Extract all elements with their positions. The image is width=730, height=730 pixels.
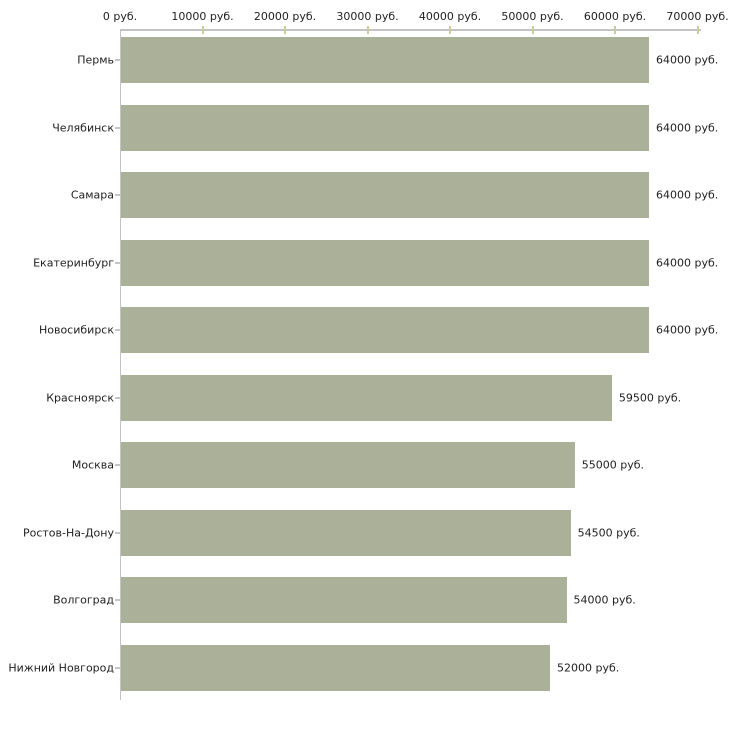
- x-axis-tick-mark: [202, 26, 204, 34]
- value-label: 59500 руб.: [618, 391, 682, 404]
- bar: [121, 37, 649, 83]
- category-tick-mark: [115, 194, 120, 196]
- value-label: 52000 руб.: [557, 661, 620, 674]
- bar: [121, 510, 571, 556]
- x-axis-tick-label: 20000 руб.: [253, 10, 317, 23]
- bar: [121, 375, 612, 421]
- x-axis-tick-label: 70000 руб.: [666, 10, 729, 23]
- category-label: Пермь: [77, 53, 114, 67]
- value-label: 64000 руб.: [656, 121, 719, 134]
- category-tick-mark: [115, 599, 120, 601]
- category-label: Нижний Новгород: [8, 661, 114, 674]
- value-label: 64000 руб.: [656, 323, 719, 337]
- x-axis-tick-label: 10000 руб.: [171, 10, 234, 23]
- value-label: 54500 руб.: [577, 526, 640, 539]
- category-label: Ростов-На-Дону: [22, 526, 114, 539]
- value-label: 55000 руб.: [581, 458, 645, 472]
- value-label: 54000 руб.: [573, 593, 636, 607]
- category-label: Екатеринбург: [33, 256, 114, 269]
- bar: [121, 442, 575, 488]
- x-axis-tick-mark: [449, 26, 451, 34]
- category-label: Самара: [70, 188, 114, 202]
- category-tick-mark: [115, 127, 120, 129]
- category-label: Челябинск: [52, 121, 114, 134]
- bar: [121, 240, 649, 286]
- category-tick-mark: [115, 532, 120, 534]
- category-label: Волгоград: [53, 593, 114, 607]
- bar: [121, 307, 649, 353]
- value-label: 64000 руб.: [656, 53, 719, 67]
- x-axis-tick-label: 50000 руб.: [501, 10, 564, 23]
- value-label: 64000 руб.: [656, 256, 719, 269]
- bar: [121, 645, 550, 691]
- x-axis-tick-label: 0 руб.: [102, 10, 138, 23]
- category-tick-mark: [115, 262, 120, 264]
- category-tick-mark: [115, 59, 120, 61]
- x-axis-tick-mark: [532, 26, 534, 34]
- category-label: Красноярск: [46, 391, 114, 404]
- category-tick-mark: [115, 667, 120, 669]
- bar: [121, 577, 567, 623]
- category-tick-mark: [115, 397, 120, 399]
- category-label: Москва: [71, 458, 114, 472]
- bar: [121, 105, 649, 151]
- value-label: 64000 руб.: [656, 188, 719, 202]
- x-axis-tick-label: 30000 руб.: [336, 10, 399, 23]
- x-axis-tick-mark: [614, 26, 616, 34]
- x-axis-tick-mark: [367, 26, 369, 34]
- x-axis-tick-label: 60000 руб.: [583, 10, 647, 23]
- x-axis-tick-mark: [284, 26, 286, 34]
- x-axis-tick-mark: [697, 26, 699, 34]
- category-tick-mark: [115, 464, 120, 466]
- x-axis-tick-label: 40000 руб.: [418, 10, 482, 23]
- category-tick-mark: [115, 329, 120, 331]
- category-label: Новосибирск: [38, 323, 114, 337]
- bar: [121, 172, 649, 218]
